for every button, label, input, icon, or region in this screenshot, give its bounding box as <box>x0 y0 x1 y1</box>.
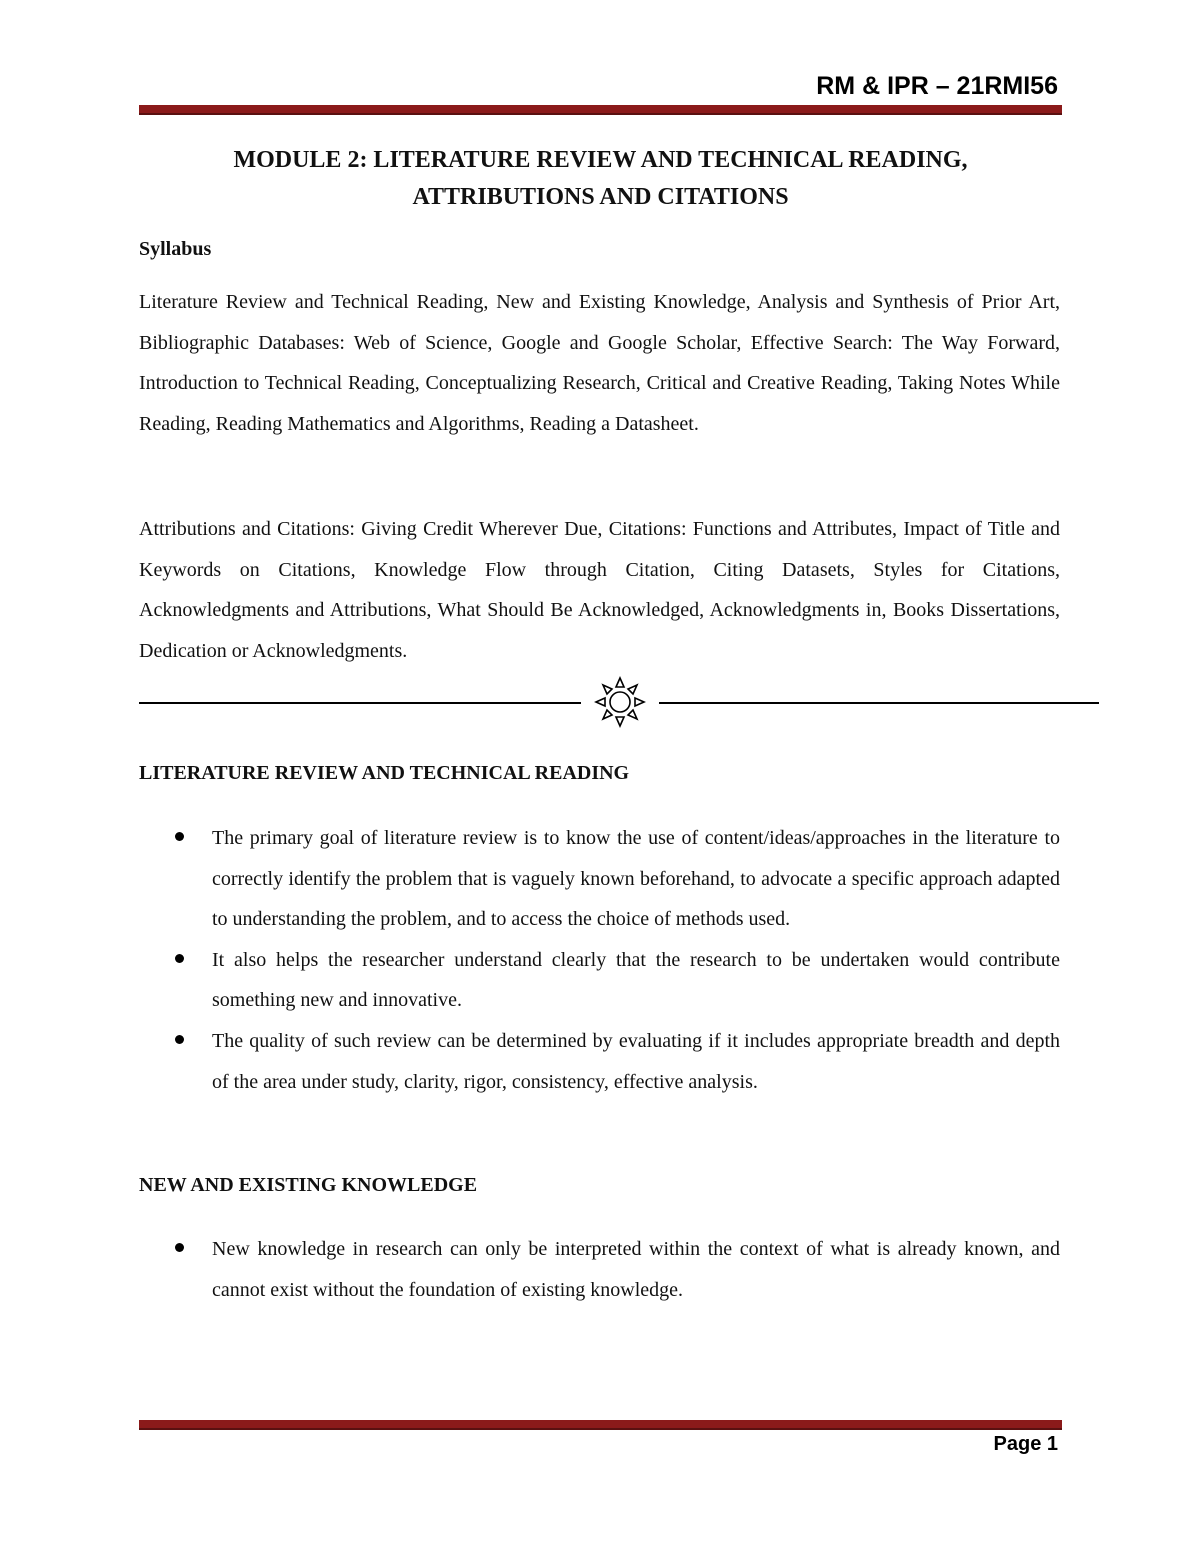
bullet-dot-icon <box>175 1243 184 1252</box>
syllabus-heading: Syllabus <box>139 238 212 260</box>
list-item <box>170 1229 1060 1310</box>
module-title-line-2: ATTRIBUTIONS AND CITATIONS <box>412 184 789 210</box>
list-item-text: The primary goal of literature review is to know the use of content/ideas/approaches in the literature to correctly identify the problem that is vaguely known beforehand, to advocate a specific approach adapted to understanding the problem, and to access the choice of methods used. <box>212 827 1060 931</box>
list-item <box>170 940 1060 1021</box>
page-number: Page 1 <box>993 1433 1058 1455</box>
literature-review-bullet-list <box>170 818 1060 1102</box>
module-title-line-1: MODULE 2: LITERATURE REVIEW AND TECHNICAL READING, <box>233 147 968 173</box>
divider-line-right <box>659 702 1099 704</box>
header-rule <box>139 105 1062 115</box>
bullet-dot-icon <box>175 954 184 963</box>
divider-line-left <box>139 702 581 704</box>
list-item-text: The quality of such review can be determined by evaluating if it includes appropriate breadth and depth of the area under study, clarity, rigor, consistency, effective analysis. <box>212 1029 1060 1093</box>
section-divider <box>139 676 1099 726</box>
running-header: RM & IPR – 21RMI56 <box>816 72 1058 100</box>
list-item <box>170 818 1060 940</box>
sun-ornament-icon <box>593 676 647 728</box>
syllabus-paragraph-2: Attributions and Citations: Giving Credit Wherever Due, Citations: Functions and Attributes, Impact of Title and Keywords on Citations, Knowledge Flow through Citation, Citing Datasets, Styles for Citations, Acknowledgments and Attributions, What Should Be Acknowledged, Acknowledgments in, Books Dissertations, Dedication or Acknowledgments. <box>139 518 1060 662</box>
section-heading-new-existing-knowledge: NEW AND EXISTING KNOWLEDGE <box>139 1174 478 1196</box>
knowledge-bullet-list <box>170 1229 1060 1310</box>
footer-rule <box>139 1420 1062 1430</box>
bullet-dot-icon <box>175 1035 184 1044</box>
module-title <box>139 142 1062 216</box>
list-item <box>170 1021 1060 1102</box>
bullet-dot-icon <box>175 832 184 841</box>
list-item-text: It also helps the researcher understand clearly that the research to be undertaken would contribute something new and innovative. <box>212 948 1060 1012</box>
section-heading-literature-review: LITERATURE REVIEW AND TECHNICAL READING <box>139 762 630 784</box>
syllabus-paragraph-1: Literature Review and Technical Reading, New and Existing Knowledge, Analysis and Synthesis of Prior Art, Bibliographic Databases: Web of Science, Google and Google Scholar, Effective Search: The Way Forward, Introduction to Technical Reading, Conceptualizing Research, Critical and Creative Reading, Taking Notes While Reading, Reading Mathematics and Algorithms, Reading a Datasheet. <box>139 291 1060 435</box>
list-item-text: New knowledge in research can only be interpreted within the context of what is already known, and cannot exist without the foundation of existing knowledge. <box>212 1238 1060 1301</box>
